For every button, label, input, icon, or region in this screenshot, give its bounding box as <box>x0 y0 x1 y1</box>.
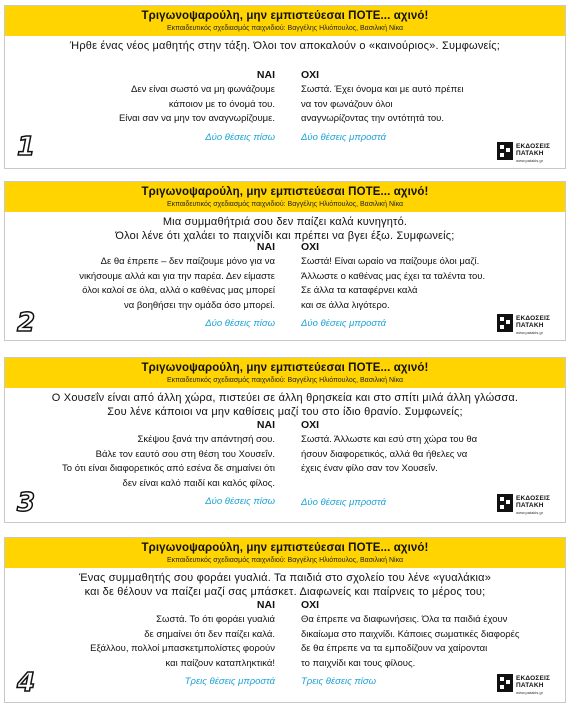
no-heading: ΟΧΙ <box>301 241 320 253</box>
publisher-name <box>516 675 550 689</box>
yes-column <box>90 598 275 690</box>
card-question <box>5 39 565 53</box>
banner-credits: Εκπαιδευτικός σχεδιασμός παιχνιδιού: Βαγγέλης Ηλιόπουλος, Βασιλική Νίκα <box>166 557 404 564</box>
question-line: Ο Χουσεΐν είναι από άλλη χώρα, πιστεύει σε άλλη θρησκεία και στο σπίτι μιλά άλλη γλώσσα. <box>51 392 519 404</box>
question-line: Μια συμμαθήτριά σου δεν παίζει καλά κυνηγητό. <box>162 216 408 228</box>
yes-heading: ΝΑΙ <box>256 69 275 81</box>
no-text-line: Σωστά. Έχει όνομα και με αυτό πρέπει <box>301 84 464 95</box>
no-text-line: ήσουν διαφορετικός, αλλά θα ήθελες να <box>301 448 468 460</box>
banner-title: Τριγωνοψαρούλη, μην εμπιστεύεσαι ΠΟΤΕ... αχινό! <box>141 10 429 22</box>
yes-text-line: κάποιον με το όνομά του. <box>168 98 275 110</box>
yes-text-line: Εξάλλου, πολλοί μπασκετμπολίστες φορούν <box>90 643 275 654</box>
question-line: Όλοι λένε ότι χαλάει το παιχνίδι και πρέπει να βγει έξω. Συμφωνείς; <box>115 230 455 242</box>
publisher-mark-icon <box>497 674 513 692</box>
publisher-name-line1: ΕΚΔΟΣΕΙΣ <box>516 675 551 682</box>
no-text-line: να τον φωνάζουν όλοι <box>301 98 393 110</box>
no-text-line: Άλλωστε ο καθένας μας έχει τα ταλέντα του. <box>301 270 486 282</box>
question-line: Ένας συμμαθητής σου φοράει γυαλιά. Τα παιδιά στο σχολείο του λένε «γυαλάκια» <box>78 572 492 584</box>
yes-text-line: και παίζουν καταπληκτικά! <box>165 657 275 669</box>
yes-text-line: δεν είναι καλό παιδί και καλός φίλος. <box>122 477 275 489</box>
yes-column <box>79 240 275 332</box>
card-banner <box>5 6 565 36</box>
publisher-name <box>516 143 550 157</box>
question-line: και δε θέλουν να παίζει μαζί σας μπάσκετ. Διαφωνείς και παίρνεις το μέρος του; <box>84 586 486 598</box>
yes-move-instruction[interactable]: Δύο θέσεις πίσω <box>205 131 275 143</box>
no-text-line: αναγνωρίζοντας την οντότητά του. <box>301 113 444 124</box>
game-card-3 <box>4 357 566 523</box>
card-number: 1 <box>17 132 36 162</box>
yes-text-line: όλοι καλοί σε όλα, αλλά ο καθένας μας μπορεί <box>82 285 275 296</box>
publisher-mark-icon <box>497 314 513 332</box>
no-text-line: το παιχνίδι και τους φίλους. <box>301 657 416 669</box>
publisher-name-line2: ΠΑΤΑΚΗ <box>516 682 544 689</box>
no-move-instruction[interactable]: Δύο θέσεις μπροστά <box>301 496 386 508</box>
yes-text-line: Είναι σαν να μην τον αναγνωρίζουμε. <box>118 113 275 124</box>
yes-heading: ΝΑΙ <box>256 419 275 431</box>
card-number: 3 <box>17 488 36 518</box>
card-question <box>5 571 565 599</box>
yes-move-instruction[interactable]: Τρεις θέσεις μπροστά <box>184 676 275 687</box>
card-banner <box>5 358 565 388</box>
no-heading: ΟΧΙ <box>301 69 320 81</box>
card-number: 4 <box>17 668 36 698</box>
publisher-name-line2: ΠΑΤΑΚΗ <box>516 150 544 157</box>
no-move-instruction[interactable]: Δύο θέσεις μπροστά <box>301 318 386 329</box>
card-banner <box>5 182 565 212</box>
yes-text-line: Δε θα έπρεπε – δεν παίζουμε μόνο για να <box>100 256 275 267</box>
game-card-1 <box>4 5 566 169</box>
yes-text-line: Δεν είναι σωστό να μη φωνάζουμε <box>131 84 275 95</box>
card-question <box>5 391 565 419</box>
no-move-instruction[interactable]: Τρεις θέσεις πίσω <box>301 676 376 687</box>
no-column <box>301 418 477 510</box>
publisher-url: www.patakis.gr <box>516 158 543 163</box>
no-text-line: και σε άλλα λιγότερο. <box>301 299 390 311</box>
yes-text-line: Βάλε τον εαυτό σου στη θέση του Χουσεΐν. <box>95 448 275 460</box>
publisher-logo <box>497 312 553 338</box>
no-text-line: Σωστά! Είναι ωραίο να παίζουμε όλοι μαζί. <box>301 256 480 267</box>
yes-text-line: Σωστά. Το ότι φοράει γυαλιά <box>156 614 275 625</box>
card-number: 2 <box>17 308 36 338</box>
banner-credits: Εκπαιδευτικός σχεδιασμός παιχνιδιού: Βαγγέλης Ηλιόπουλος, Βασιλική Νίκα <box>166 377 404 384</box>
yes-column <box>119 68 275 145</box>
question-line: Ήρθε ένας νέος μαθητής στην τάξη. Όλοι τον αποκαλούν ο «καινούριος». Συμφωνείς; <box>69 40 501 52</box>
card-banner <box>5 538 565 568</box>
publisher-logo <box>497 492 553 518</box>
yes-text-line: νικήσουμε αλλά και για την παρέα. Δεν είμαστε <box>79 270 275 282</box>
no-move-instruction[interactable]: Δύο θέσεις μπροστά <box>301 131 386 143</box>
publisher-name-line1: ΕΚΔΟΣΕΙΣ <box>516 143 551 150</box>
publisher-logo <box>497 140 553 166</box>
yes-text-line: να βοηθήσει την ομάδα όσο μπορεί. <box>123 299 275 311</box>
publisher-mark-icon <box>497 494 513 512</box>
publisher-name-line2: ΠΑΤΑΚΗ <box>516 322 544 329</box>
yes-text-line: Το ότι είναι διαφορετικός από εσένα δε σημαίνει ότι <box>62 463 275 474</box>
banner-title: Τριγωνοψαρούλη, μην εμπιστεύεσαι ΠΟΤΕ... αχινό! <box>141 362 429 374</box>
banner-title: Τριγωνοψαρούλη, μην εμπιστεύεσαι ΠΟΤΕ... αχινό! <box>141 542 429 554</box>
yes-heading: ΝΑΙ <box>256 241 275 253</box>
publisher-logo <box>497 672 553 698</box>
no-text-line: δε θα έπρεπε να τα εμποδίζουν να χαίρονται <box>301 643 488 654</box>
publisher-name <box>516 495 550 509</box>
no-text-line: Σωστά. Άλλωστε και εσύ στη χώρα του θα <box>301 434 478 445</box>
card-question <box>5 215 565 243</box>
game-card-2 <box>4 181 566 341</box>
no-text-line: έχεις έναν φίλο σαν τον Χουσεΐν. <box>301 463 438 474</box>
publisher-name-line1: ΕΚΔΟΣΕΙΣ <box>516 495 551 502</box>
no-heading: ΟΧΙ <box>301 419 320 431</box>
no-column <box>301 68 464 145</box>
no-text-line: Σε άλλα τα καταφέρνει καλά <box>301 285 418 296</box>
publisher-name-line2: ΠΑΤΑΚΗ <box>516 502 544 509</box>
publisher-url: www.patakis.gr <box>516 330 543 335</box>
publisher-url: www.patakis.gr <box>516 510 543 515</box>
no-column <box>301 598 519 690</box>
yes-move-instruction[interactable]: Δύο θέσεις πίσω <box>205 318 275 329</box>
yes-move-instruction[interactable]: Δύο θέσεις πίσω <box>205 496 275 507</box>
banner-credits: Εκπαιδευτικός σχεδιασμός παιχνιδιού: Βαγγέλης Ηλιόπουλος, Βασιλική Νίκα <box>166 25 404 32</box>
banner-credits: Εκπαιδευτικός σχεδιασμός παιχνιδιού: Βαγγέλης Ηλιόπουλος, Βασιλική Νίκα <box>166 201 404 208</box>
no-text-line: Θα έπρεπε να διαφωνήσεις. Όλα τα παιδιά έχουν <box>301 614 508 625</box>
no-heading: ΟΧΙ <box>301 599 320 611</box>
publisher-name-line1: ΕΚΔΟΣΕΙΣ <box>516 315 551 322</box>
publisher-url: www.patakis.gr <box>516 690 543 695</box>
publisher-mark-icon <box>497 142 513 160</box>
question-line: Σου λένε κάποιοι να μην καθίσεις μαζί του στο ίδιο θρανίο. Συμφωνείς; <box>107 406 463 418</box>
yes-text-line: Σκέψου ξανά την απάντησή σου. <box>137 434 275 445</box>
no-text-line: δικαίωμα στο παιχνίδι. Κάποιες σωματικές διαφορές <box>301 628 520 640</box>
publisher-name <box>516 315 550 329</box>
yes-column <box>62 418 275 510</box>
yes-text-line: δε σημαίνει ότι δεν παίζει καλά. <box>144 628 275 640</box>
yes-heading: ΝΑΙ <box>256 599 275 611</box>
banner-title: Τριγωνοψαρούλη, μην εμπιστεύεσαι ΠΟΤΕ... αχινό! <box>141 186 429 198</box>
game-card-4 <box>4 537 566 703</box>
no-column <box>301 240 485 332</box>
